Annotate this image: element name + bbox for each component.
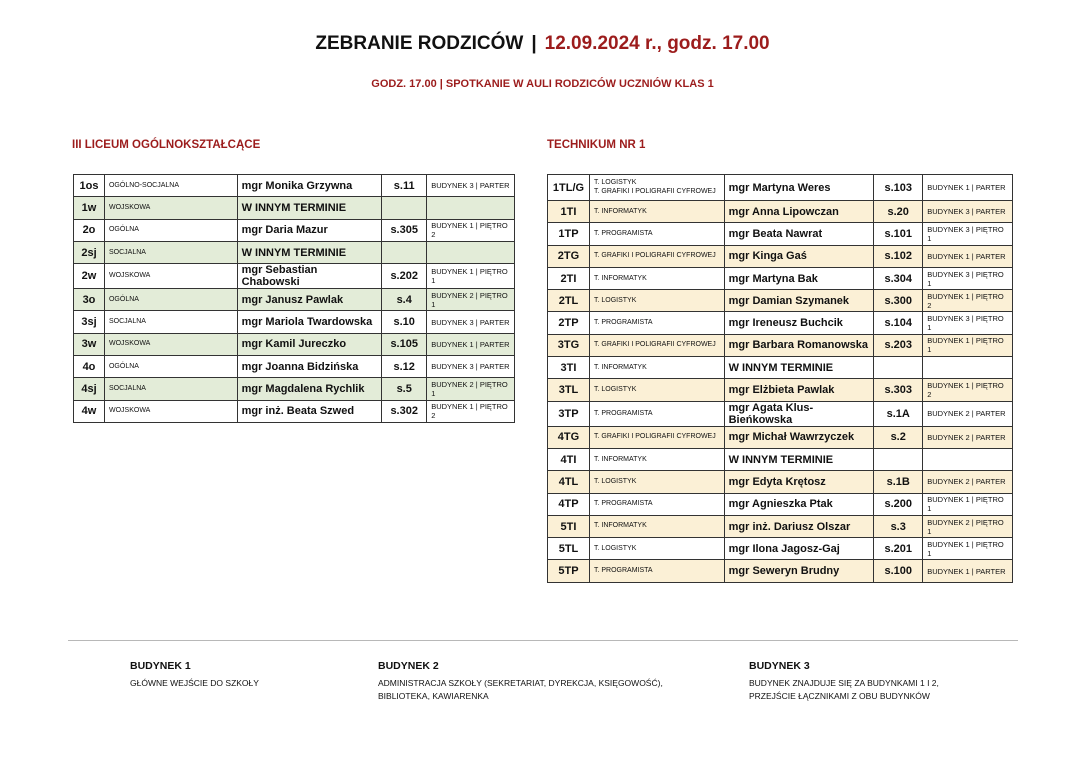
building-cell: BUDYNEK 3 | PIĘTRO 1 bbox=[923, 312, 1013, 334]
building-cell bbox=[923, 357, 1013, 379]
table-row bbox=[548, 312, 1013, 334]
teacher-cell: mgr Monika Grzywna bbox=[237, 175, 382, 197]
table-row bbox=[74, 175, 515, 197]
teacher-cell: mgr Agata Klus-Bieńkowska bbox=[724, 401, 874, 426]
class-cell: 2w bbox=[74, 264, 105, 289]
profile-cell: WOJSKOWA bbox=[104, 333, 237, 355]
liceum-title: III LICEUM OGÓLNOKSZTAŁCĄCE bbox=[72, 139, 261, 151]
table-row bbox=[74, 311, 515, 333]
class-cell: 5TL bbox=[548, 538, 590, 560]
class-cell: 3o bbox=[74, 289, 105, 311]
class-cell: 3w bbox=[74, 333, 105, 355]
teacher-cell: mgr Ireneusz Buchcik bbox=[724, 312, 874, 334]
room-cell: s.103 bbox=[874, 175, 923, 201]
room-cell: s.302 bbox=[382, 400, 427, 422]
teacher-cell: mgr Daria Mazur bbox=[237, 219, 382, 241]
table-row bbox=[548, 175, 1013, 201]
liceum-table-body bbox=[74, 175, 515, 423]
teacher-cell: mgr Beata Nawrat bbox=[724, 223, 874, 245]
table-row bbox=[74, 264, 515, 289]
profile-cell: T. INFORMATYK bbox=[589, 448, 724, 470]
room-cell: s.201 bbox=[874, 538, 923, 560]
profile-cell: OGÓLNA bbox=[104, 219, 237, 241]
profile-cell: SOCJALNA bbox=[104, 378, 237, 400]
room-cell: s.203 bbox=[874, 334, 923, 356]
class-cell: 4o bbox=[74, 356, 105, 378]
class-cell: 4TG bbox=[548, 426, 590, 448]
title-date: 12.09.2024 r., godz. 17.00 bbox=[544, 33, 770, 54]
table-row bbox=[548, 357, 1013, 379]
building-cell: BUDYNEK 1 | PIĘTRO 1 bbox=[923, 334, 1013, 356]
table-row bbox=[548, 379, 1013, 401]
profile-cell: WOJSKOWA bbox=[104, 400, 237, 422]
technikum-title: TECHNIKUM NR 1 bbox=[547, 139, 646, 151]
room-cell: s.2 bbox=[874, 426, 923, 448]
class-cell: 5TI bbox=[548, 515, 590, 537]
room-cell: s.100 bbox=[874, 560, 923, 582]
class-cell: 3sj bbox=[74, 311, 105, 333]
room-cell: s.20 bbox=[874, 201, 923, 223]
room-cell: s.101 bbox=[874, 223, 923, 245]
profile-cell: SOCJALNA bbox=[104, 311, 237, 333]
building-cell bbox=[427, 197, 515, 219]
table-row bbox=[74, 219, 515, 241]
class-cell: 5TP bbox=[548, 560, 590, 582]
table-row bbox=[548, 245, 1013, 267]
table-row bbox=[548, 426, 1013, 448]
building-cell bbox=[923, 448, 1013, 470]
table-row bbox=[74, 289, 515, 311]
profile-cell: OGÓLNO-SOCJALNA bbox=[104, 175, 237, 197]
building-cell: BUDYNEK 1 | PIĘTRO 1 bbox=[923, 538, 1013, 560]
profile-cell: T. GRAFIKI I POLIGRAFII CYFROWEJ bbox=[589, 334, 724, 356]
class-cell: 4TI bbox=[548, 448, 590, 470]
profile-cell: T. LOGISTYK bbox=[589, 471, 724, 493]
table-row bbox=[548, 223, 1013, 245]
table-row bbox=[74, 400, 515, 422]
building-cell: BUDYNEK 1 | PARTER bbox=[923, 560, 1013, 582]
profile-cell: T. GRAFIKI I POLIGRAFII CYFROWEJ bbox=[589, 245, 724, 267]
building-cell: BUDYNEK 3 | PIĘTRO 1 bbox=[923, 267, 1013, 289]
table-row bbox=[548, 401, 1013, 426]
room-cell: s.1B bbox=[874, 471, 923, 493]
building-cell: BUDYNEK 3 | PARTER bbox=[427, 175, 515, 197]
room-cell bbox=[382, 197, 427, 219]
building-3-name: BUDYNEK 3 bbox=[749, 660, 810, 672]
building-cell: BUDYNEK 3 | PARTER bbox=[427, 311, 515, 333]
class-cell: 3TG bbox=[548, 334, 590, 356]
room-cell: s.304 bbox=[874, 267, 923, 289]
profile-cell: T. LOGISTYK T. GRAFIKI I POLIGRAFII CYFROWEJ bbox=[589, 175, 724, 201]
room-cell: s.303 bbox=[874, 379, 923, 401]
table-row bbox=[74, 356, 515, 378]
teacher-cell: mgr Seweryn Brudny bbox=[724, 560, 874, 582]
class-cell: 2o bbox=[74, 219, 105, 241]
teacher-cell: mgr Elżbieta Pawlak bbox=[724, 379, 874, 401]
building-3-info bbox=[749, 659, 939, 702]
teacher-cell: mgr Martyna Weres bbox=[724, 175, 874, 201]
profile-cell: T. LOGISTYK bbox=[589, 379, 724, 401]
teacher-cell: W INNYM TERMINIE bbox=[724, 357, 874, 379]
room-cell bbox=[382, 241, 427, 263]
building-cell: BUDYNEK 3 | PARTER bbox=[427, 356, 515, 378]
building-cell: BUDYNEK 3 | PARTER bbox=[923, 201, 1013, 223]
teacher-cell: W INNYM TERMINIE bbox=[724, 448, 874, 470]
table-row bbox=[74, 241, 515, 263]
building-cell: BUDYNEK 1 | PARTER bbox=[923, 245, 1013, 267]
technikum-table-body bbox=[548, 175, 1013, 583]
table-row bbox=[548, 493, 1013, 515]
building-cell: BUDYNEK 1 | PIĘTRO 2 bbox=[923, 379, 1013, 401]
building-2-desc: ADMINISTRACJA SZKOŁY (SEKRETARIAT, DYREKCJA, KSIĘGOWOŚĆ), BIBLIOTEKA, KAWIARENKA bbox=[378, 677, 663, 701]
building-cell: BUDYNEK 1 | PIĘTRO 2 bbox=[427, 400, 515, 422]
class-cell: 2TL bbox=[548, 290, 590, 312]
class-cell: 3TP bbox=[548, 401, 590, 426]
teacher-cell: mgr Kamil Jureczko bbox=[237, 333, 382, 355]
teacher-cell: mgr inż. Dariusz Olszar bbox=[724, 515, 874, 537]
room-cell: s.305 bbox=[382, 219, 427, 241]
table-row bbox=[548, 267, 1013, 289]
technikum-table bbox=[547, 174, 1013, 583]
class-cell: 4TP bbox=[548, 493, 590, 515]
teacher-cell: mgr Barbara Romanowska bbox=[724, 334, 874, 356]
teacher-cell: W INNYM TERMINIE bbox=[237, 241, 382, 263]
building-2-info bbox=[378, 659, 663, 702]
room-cell: s.3 bbox=[874, 515, 923, 537]
profile-cell: T. LOGISTYK bbox=[589, 538, 724, 560]
room-cell: s.4 bbox=[382, 289, 427, 311]
class-cell: 3TI bbox=[548, 357, 590, 379]
building-cell: BUDYNEK 2 | PIĘTRO 1 bbox=[923, 515, 1013, 537]
teacher-cell: W INNYM TERMINIE bbox=[237, 197, 382, 219]
profile-cell: T. PROGRAMISTA bbox=[589, 223, 724, 245]
class-cell: 1os bbox=[74, 175, 105, 197]
building-1-name: BUDYNEK 1 bbox=[130, 660, 191, 672]
building-1-desc: GŁÓWNE WEJŚCIE DO SZKOŁY bbox=[130, 677, 259, 688]
class-cell: 2TI bbox=[548, 267, 590, 289]
class-cell: 4sj bbox=[74, 378, 105, 400]
room-cell: s.12 bbox=[382, 356, 427, 378]
profile-cell: T. INFORMATYK bbox=[589, 357, 724, 379]
table-row bbox=[548, 290, 1013, 312]
table-row bbox=[548, 515, 1013, 537]
profile-cell: T. LOGISTYK bbox=[589, 290, 724, 312]
building-cell: BUDYNEK 2 | PARTER bbox=[923, 401, 1013, 426]
table-row bbox=[548, 201, 1013, 223]
building-3-desc: BUDYNEK ZNAJDUJE SIĘ ZA BUDYNKAMI 1 I 2, PRZEJŚCIE ŁĄCZNIKAMI Z OBU BUDYNKÓW bbox=[749, 677, 939, 701]
room-cell: s.300 bbox=[874, 290, 923, 312]
teacher-cell: mgr Damian Szymanek bbox=[724, 290, 874, 312]
room-cell: s.1A bbox=[874, 401, 923, 426]
building-cell: BUDYNEK 1 | PIĘTRO 2 bbox=[427, 219, 515, 241]
teacher-cell: mgr Michał Wawrzyczek bbox=[724, 426, 874, 448]
teacher-cell: mgr Mariola Twardowska bbox=[237, 311, 382, 333]
profile-cell: T. INFORMATYK bbox=[589, 267, 724, 289]
class-cell: 2TP bbox=[548, 312, 590, 334]
teacher-cell: mgr Magdalena Rychlik bbox=[237, 378, 382, 400]
page-title bbox=[0, 33, 1085, 55]
teacher-cell: mgr Kinga Gaś bbox=[724, 245, 874, 267]
teacher-cell: mgr Agnieszka Ptak bbox=[724, 493, 874, 515]
building-cell: BUDYNEK 1 | PARTER bbox=[427, 333, 515, 355]
teacher-cell: mgr Martyna Bak bbox=[724, 267, 874, 289]
table-row bbox=[548, 334, 1013, 356]
building-cell: BUDYNEK 1 | PIĘTRO 1 bbox=[923, 493, 1013, 515]
title-text: ZEBRANIE RODZICÓW bbox=[315, 33, 524, 54]
building-cell: BUDYNEK 1 | PARTER bbox=[923, 175, 1013, 201]
room-cell bbox=[874, 357, 923, 379]
class-cell: 1w bbox=[74, 197, 105, 219]
class-cell: 2TG bbox=[548, 245, 590, 267]
table-row bbox=[74, 378, 515, 400]
class-cell: 1TI bbox=[548, 201, 590, 223]
profile-cell: T. PROGRAMISTA bbox=[589, 560, 724, 582]
teacher-cell: mgr Sebastian Chabowski bbox=[237, 264, 382, 289]
teacher-cell: mgr Joanna Bidzińska bbox=[237, 356, 382, 378]
profile-cell: T. PROGRAMISTA bbox=[589, 493, 724, 515]
teacher-cell: mgr Anna Lipowczan bbox=[724, 201, 874, 223]
table-row bbox=[548, 448, 1013, 470]
room-cell: s.10 bbox=[382, 311, 427, 333]
building-cell: BUDYNEK 2 | PIĘTRO 1 bbox=[427, 378, 515, 400]
table-row bbox=[548, 560, 1013, 582]
teacher-cell: mgr Edyta Krętosz bbox=[724, 471, 874, 493]
title-separator: | bbox=[531, 33, 537, 54]
building-cell: BUDYNEK 1 | PIĘTRO 2 bbox=[923, 290, 1013, 312]
class-cell: 2sj bbox=[74, 241, 105, 263]
building-cell: BUDYNEK 3 | PIĘTRO 1 bbox=[923, 223, 1013, 245]
room-cell: s.105 bbox=[382, 333, 427, 355]
class-cell: 1TP bbox=[548, 223, 590, 245]
class-cell: 1TL/G bbox=[548, 175, 590, 201]
building-cell: BUDYNEK 2 | PIĘTRO 1 bbox=[427, 289, 515, 311]
building-cell: BUDYNEK 2 | PARTER bbox=[923, 471, 1013, 493]
building-1-info bbox=[130, 659, 259, 690]
room-cell: s.200 bbox=[874, 493, 923, 515]
class-cell: 4w bbox=[74, 400, 105, 422]
table-row bbox=[74, 197, 515, 219]
profile-cell: T. PROGRAMISTA bbox=[589, 312, 724, 334]
building-2-name: BUDYNEK 2 bbox=[378, 660, 439, 672]
room-cell: s.5 bbox=[382, 378, 427, 400]
liceum-table bbox=[73, 174, 515, 423]
teacher-cell: mgr Janusz Pawlak bbox=[237, 289, 382, 311]
building-cell: BUDYNEK 1 | PIĘTRO 1 bbox=[427, 264, 515, 289]
class-cell: 4TL bbox=[548, 471, 590, 493]
profile-cell: OGÓLNA bbox=[104, 289, 237, 311]
profile-cell: T. INFORMATYK bbox=[589, 515, 724, 537]
table-row bbox=[548, 471, 1013, 493]
teacher-cell: mgr Ilona Jagosz-Gaj bbox=[724, 538, 874, 560]
profile-cell: OGÓLNA bbox=[104, 356, 237, 378]
room-cell: s.11 bbox=[382, 175, 427, 197]
room-cell bbox=[874, 448, 923, 470]
profile-cell: T. INFORMATYK bbox=[589, 201, 724, 223]
room-cell: s.202 bbox=[382, 264, 427, 289]
divider bbox=[68, 640, 1018, 641]
profile-cell: T. PROGRAMISTA bbox=[589, 401, 724, 426]
profile-cell: WOJSKOWA bbox=[104, 197, 237, 219]
building-cell bbox=[427, 241, 515, 263]
room-cell: s.104 bbox=[874, 312, 923, 334]
profile-cell: SOCJALNA bbox=[104, 241, 237, 263]
building-cell: BUDYNEK 2 | PARTER bbox=[923, 426, 1013, 448]
teacher-cell: mgr inż. Beata Szwed bbox=[237, 400, 382, 422]
profile-cell: WOJSKOWA bbox=[104, 264, 237, 289]
table-row bbox=[74, 333, 515, 355]
page-subtitle: GODZ. 17.00 | SPOTKANIE W AULI RODZICÓW UCZNIÓW KLAS 1 bbox=[371, 78, 714, 90]
room-cell: s.102 bbox=[874, 245, 923, 267]
profile-cell: T. GRAFIKI I POLIGRAFII CYFROWEJ bbox=[589, 426, 724, 448]
table-row bbox=[548, 538, 1013, 560]
class-cell: 3TL bbox=[548, 379, 590, 401]
